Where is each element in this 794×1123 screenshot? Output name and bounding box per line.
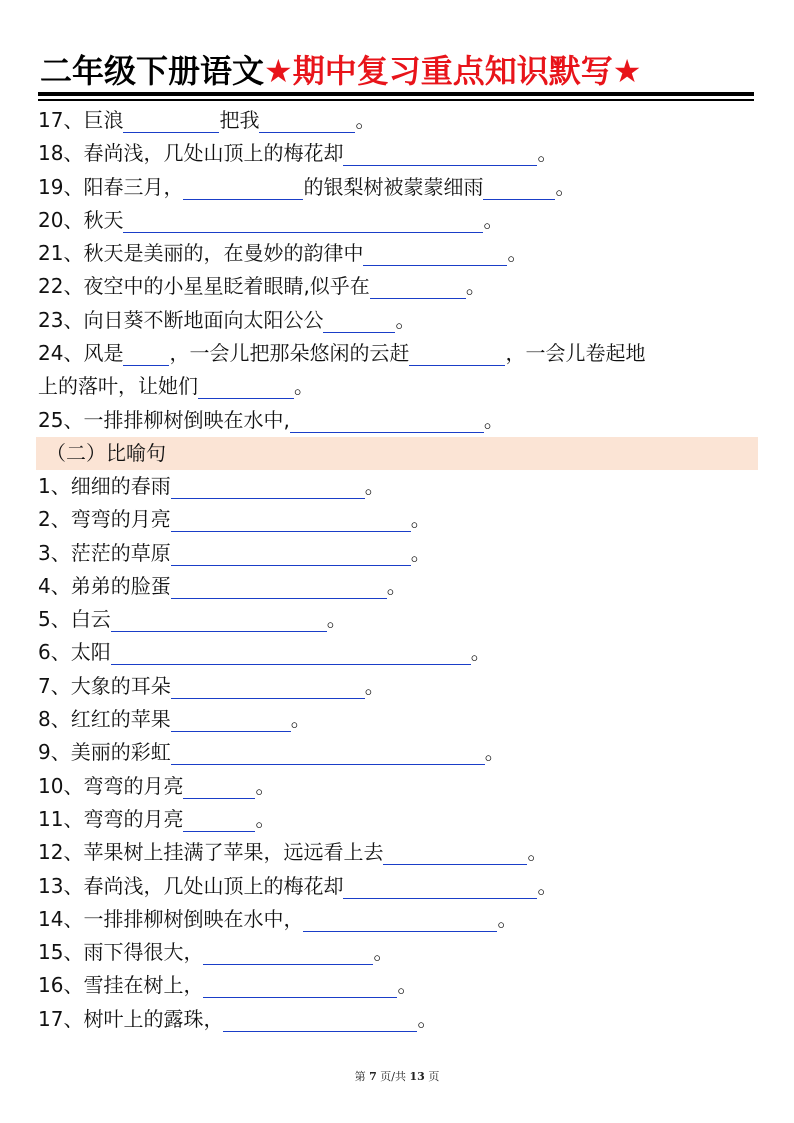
exercise-text: 白云	[70, 607, 111, 632]
exercise-text: 一排排柳树倒映在水中，	[83, 906, 304, 931]
exercise-text: 。	[410, 507, 431, 532]
footer-prefix: 第	[354, 1070, 370, 1083]
fill-in-blank[interactable]	[171, 507, 411, 532]
exercise-text: 。	[470, 640, 491, 665]
exercise-text: 红红的苹果	[70, 707, 171, 732]
exercise-text: 弯弯的月亮	[83, 773, 184, 798]
fill-in-blank[interactable]	[343, 874, 537, 899]
exercise-number: 21、	[38, 241, 84, 266]
footer-current-page: 7	[369, 1070, 377, 1083]
exercise-text: 春尚浅，几处山顶上的梅花却	[83, 873, 344, 898]
fill-in-blank[interactable]	[323, 308, 395, 333]
fill-in-blank[interactable]	[259, 108, 355, 133]
title-rule-thick	[38, 92, 754, 96]
exercise-line	[38, 503, 758, 536]
exercise-line	[38, 936, 758, 969]
part-one-list	[38, 104, 758, 437]
footer-suffix: 页	[424, 1070, 440, 1083]
exercise-line	[38, 670, 758, 703]
exercise-line	[38, 537, 758, 570]
exercise-text: 。	[497, 906, 518, 931]
fill-in-blank[interactable]	[290, 408, 484, 433]
exercise-number: 2、	[38, 507, 71, 532]
exercise-number: 17、	[38, 1006, 84, 1031]
fill-in-blank[interactable]	[123, 208, 483, 233]
exercise-number: 5、	[38, 607, 71, 632]
exercise-text: ，一会儿卷起地	[505, 341, 646, 366]
fill-in-blank[interactable]	[383, 840, 527, 865]
exercise-line	[38, 570, 758, 603]
part-two-list	[38, 470, 758, 1036]
fill-in-blank[interactable]	[171, 541, 411, 566]
exercise-text: 。	[483, 207, 504, 232]
exercise-text: 苹果树上挂满了苹果，远远看上去	[83, 840, 384, 865]
exercise-text: 风是	[83, 341, 124, 366]
exercise-number: 17、	[38, 108, 84, 132]
exercise-text: 。	[364, 673, 385, 698]
exercise-line	[38, 1003, 758, 1036]
exercise-text: 把我	[219, 108, 260, 132]
exercise-text: 。	[465, 274, 486, 299]
exercise-number: 24、	[38, 341, 84, 366]
fill-in-blank[interactable]	[123, 341, 169, 366]
exercise-number: 19、	[38, 174, 84, 199]
exercise-list	[38, 104, 758, 1036]
exercise-line	[38, 337, 758, 370]
exercise-text: 。	[507, 241, 528, 266]
exercise-number: 13、	[38, 873, 84, 898]
exercise-line	[38, 404, 758, 437]
exercise-text: 。	[290, 707, 311, 732]
exercise-text: 阳春三月，	[83, 174, 184, 199]
exercise-text: 。	[537, 141, 558, 166]
title-topic: ★期中复习重点知识默写★	[264, 52, 642, 90]
exercise-line	[38, 204, 758, 237]
exercise-text: 。	[417, 1006, 438, 1031]
exercise-text: 。	[397, 973, 418, 998]
fill-in-blank[interactable]	[183, 774, 255, 799]
fill-in-blank[interactable]	[111, 607, 327, 632]
exercise-number: 3、	[38, 540, 71, 565]
exercise-text: 。	[395, 307, 416, 332]
section-header: （二）比喻句	[36, 437, 758, 470]
exercise-text: 的银梨树被蒙蒙细雨	[303, 174, 484, 199]
exercise-number: 1、	[38, 473, 71, 498]
exercise-line	[38, 969, 758, 1002]
exercise-line	[38, 903, 758, 936]
fill-in-blank[interactable]	[171, 474, 365, 499]
exercise-number: 22、	[38, 274, 84, 299]
exercise-text: 。	[555, 174, 576, 199]
fill-in-blank[interactable]	[183, 175, 303, 200]
exercise-number: 6、	[38, 640, 71, 665]
exercise-number: 16、	[38, 973, 84, 998]
exercise-text: 秋天	[83, 207, 124, 232]
exercise-number: 23、	[38, 307, 84, 332]
fill-in-blank[interactable]	[303, 907, 497, 932]
exercise-line	[38, 636, 758, 669]
exercise-text: 向日葵不断地面向太阳公公	[83, 307, 324, 332]
fill-in-blank[interactable]	[409, 341, 505, 366]
page-footer	[0, 1068, 794, 1084]
exercise-line	[38, 370, 758, 403]
exercise-line	[38, 104, 758, 137]
exercise-line	[38, 770, 758, 803]
exercise-text: 。	[326, 607, 347, 632]
exercise-text: 。	[484, 740, 505, 765]
exercise-text: 太阳	[70, 640, 111, 665]
exercise-text: 。	[294, 374, 314, 399]
exercise-text: 。	[527, 840, 548, 865]
exercise-text: 雨下得很大，	[83, 940, 204, 965]
exercise-text: 。	[255, 806, 276, 831]
exercise-line	[38, 803, 758, 836]
exercise-text: 细细的春雨	[70, 473, 171, 498]
exercise-number: 10、	[38, 773, 84, 798]
exercise-text: 。	[386, 573, 407, 598]
exercise-number: 4、	[38, 573, 71, 598]
exercise-text: ，一会儿把那朵悠闲的云赶	[169, 341, 410, 366]
fill-in-blank[interactable]	[111, 640, 471, 665]
footer-middle: 页/共	[376, 1070, 410, 1083]
exercise-text: 雪挂在树上，	[83, 973, 204, 998]
exercise-text: 。	[483, 407, 504, 432]
fill-in-blank[interactable]	[198, 374, 294, 399]
exercise-text: 。	[373, 940, 394, 965]
exercise-line	[38, 603, 758, 636]
exercise-line	[38, 304, 758, 337]
fill-in-blank[interactable]	[223, 1007, 417, 1032]
fill-in-blank[interactable]	[123, 108, 219, 133]
exercise-number: 20、	[38, 207, 84, 232]
exercise-text: 夜空中的小星星眨着眼睛,似乎在	[83, 274, 370, 299]
fill-in-blank[interactable]	[171, 574, 387, 599]
exercise-text: 巨浪	[83, 108, 124, 132]
fill-in-blank[interactable]	[343, 141, 537, 166]
exercise-text: 。	[255, 773, 276, 798]
exercise-number: 9、	[38, 740, 71, 765]
fill-in-blank[interactable]	[171, 740, 485, 765]
exercise-number: 18、	[38, 141, 84, 166]
exercise-text: 弯弯的月亮	[83, 806, 184, 831]
exercise-text: 春尚浅，几处山顶上的梅花却	[83, 141, 344, 166]
page-title	[40, 48, 754, 94]
exercise-text: 一排排柳树倒映在水中,	[83, 407, 290, 432]
exercise-line	[38, 171, 758, 204]
exercise-text: 。	[410, 540, 431, 565]
exercise-line	[38, 870, 758, 903]
fill-in-blank[interactable]	[370, 274, 466, 299]
exercise-text: 茫茫的草原	[70, 540, 171, 565]
exercise-text: 弟弟的脸蛋	[70, 573, 171, 598]
exercise-number: 14、	[38, 906, 84, 931]
exercise-text: 。	[355, 108, 376, 132]
exercise-text: 美丽的彩虹	[70, 740, 171, 765]
exercise-line	[38, 237, 758, 270]
exercise-line	[38, 470, 758, 503]
exercise-text: 树叶上的露珠，	[83, 1006, 224, 1031]
exercise-number: 25、	[38, 407, 84, 432]
exercise-text: 秋天是美丽的，在曼妙的韵律中	[83, 241, 364, 266]
footer-total-pages: 13	[409, 1070, 425, 1083]
exercise-number: 12、	[38, 840, 84, 865]
fill-in-blank[interactable]	[183, 807, 255, 832]
exercise-text: 。	[537, 873, 558, 898]
title-rule-thin	[38, 99, 754, 101]
exercise-number: 7、	[38, 673, 71, 698]
exercise-text: 大象的耳朵	[70, 673, 171, 698]
exercise-number: 15、	[38, 940, 84, 965]
exercise-text: 弯弯的月亮	[70, 507, 171, 532]
exercise-line	[38, 703, 758, 736]
title-grade: 二年级下册语文	[40, 52, 265, 90]
exercise-line	[38, 736, 758, 769]
fill-in-blank[interactable]	[483, 175, 555, 200]
fill-in-blank[interactable]	[363, 241, 507, 266]
exercise-number: 11、	[38, 806, 84, 831]
exercise-text: 。	[364, 473, 385, 498]
fill-in-blank[interactable]	[203, 973, 397, 998]
exercise-number: 8、	[38, 707, 71, 732]
exercise-line	[38, 836, 758, 869]
fill-in-blank[interactable]	[171, 707, 291, 732]
exercise-line	[38, 137, 758, 170]
exercise-text: 上的落叶，让她们	[38, 374, 198, 399]
fill-in-blank[interactable]	[171, 674, 365, 699]
exercise-line	[38, 270, 758, 303]
fill-in-blank[interactable]	[203, 940, 373, 965]
